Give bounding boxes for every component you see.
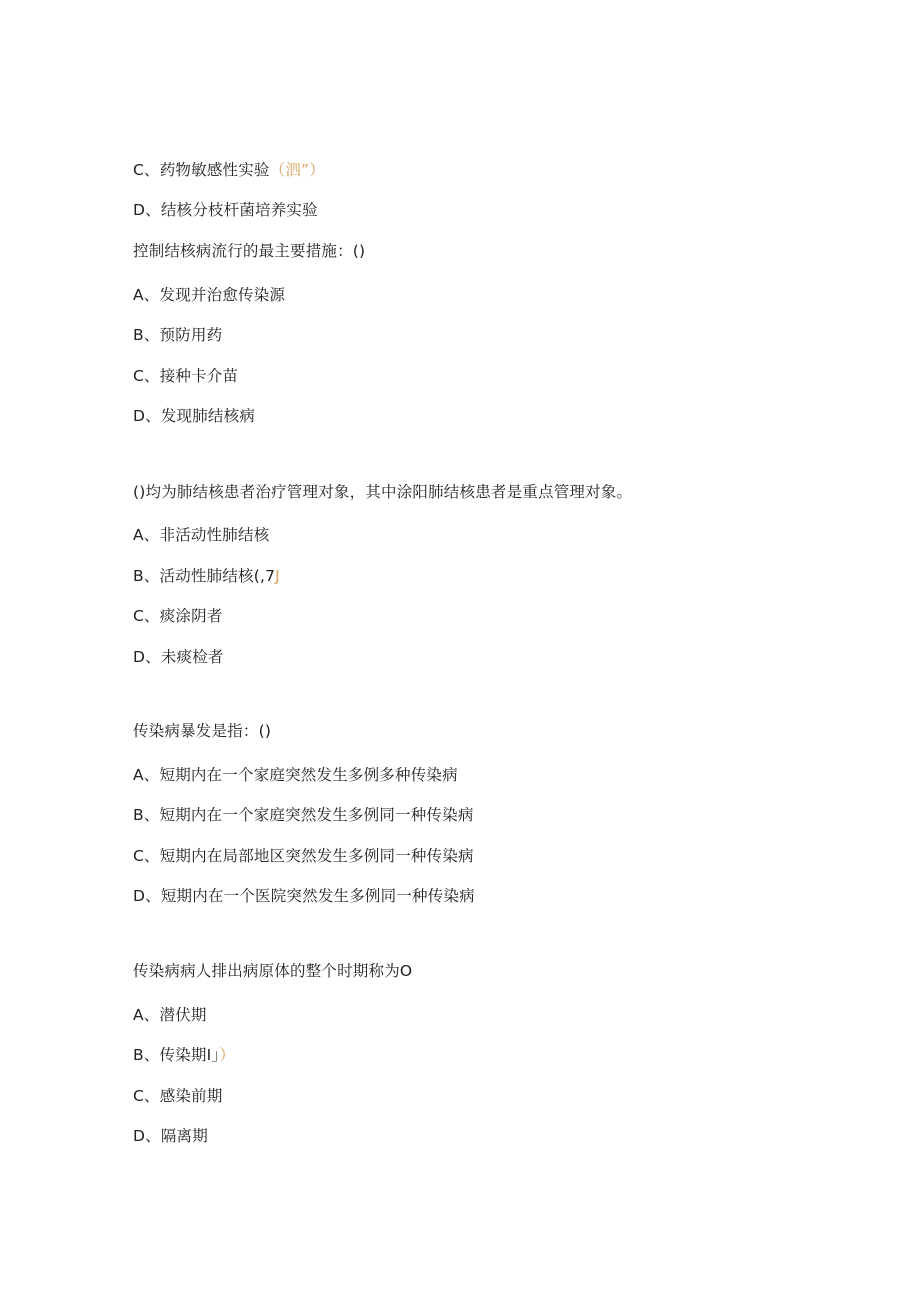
question-stem: ()均为肺结核患者治疗管理对象，其中涂阳肺结核患者是重点管理对象。 bbox=[133, 483, 633, 501]
option-d bbox=[133, 406, 255, 426]
option-text: B、活动性肺结核(,7 bbox=[133, 567, 276, 585]
option-text: C、药物敏感性实验 bbox=[133, 161, 270, 179]
option-text: D、隔离期 bbox=[133, 1127, 208, 1145]
option-text: A、潜伏期 bbox=[133, 1006, 207, 1024]
option-text: D、短期内在一个医院突然发生多例同一种传染病 bbox=[133, 887, 475, 905]
option-d bbox=[133, 647, 224, 667]
option-text: A、非活动性肺结核 bbox=[133, 526, 270, 544]
option-text: D、发现肺结核病 bbox=[133, 407, 256, 425]
option-text: B、传染期I」 bbox=[133, 1046, 220, 1064]
option-d bbox=[133, 886, 475, 906]
option-text: D、未痰检者 bbox=[133, 648, 224, 666]
option-c bbox=[133, 1086, 223, 1106]
option-b bbox=[133, 805, 474, 825]
option-d bbox=[133, 200, 318, 220]
option-c bbox=[133, 160, 325, 180]
option-text: C、短期内在局部地区突然发生多例同一种传染病 bbox=[133, 847, 474, 865]
option-b bbox=[133, 566, 280, 586]
question-stem: 控制结核病流行的最主要措施：() bbox=[133, 242, 366, 260]
option-text: B、短期内在一个家庭突然发生多例同一种传染病 bbox=[133, 806, 474, 824]
option-a bbox=[133, 765, 458, 785]
option-text: A、发现并治愈传染源 bbox=[133, 286, 286, 304]
option-b bbox=[133, 1045, 235, 1065]
option-text: C、痰涂阴者 bbox=[133, 607, 223, 625]
option-text: C、接种卡介苗 bbox=[133, 367, 239, 385]
handwritten-mark: J bbox=[275, 567, 280, 585]
option-b bbox=[133, 325, 222, 345]
option-c bbox=[133, 606, 223, 626]
option-c bbox=[133, 366, 238, 386]
option-a bbox=[133, 1005, 207, 1025]
option-a bbox=[133, 285, 285, 305]
option-text: D、结核分枝杆菌培养实验 bbox=[133, 201, 318, 219]
handwritten-mark: （泗”） bbox=[269, 161, 325, 179]
option-text: A、短期内在一个家庭突然发生多例多种传染病 bbox=[133, 766, 458, 784]
option-d bbox=[133, 1126, 208, 1146]
question-stem: 传染病暴发是指：() bbox=[133, 722, 272, 740]
option-c bbox=[133, 846, 474, 866]
option-text: B、预防用药 bbox=[133, 326, 223, 344]
handwritten-mark: ） bbox=[219, 1046, 236, 1064]
option-a bbox=[133, 525, 269, 545]
question-stem: 传染病病人排出病原体的整个时期称为O bbox=[133, 962, 413, 980]
option-text: C、感染前期 bbox=[133, 1087, 223, 1105]
